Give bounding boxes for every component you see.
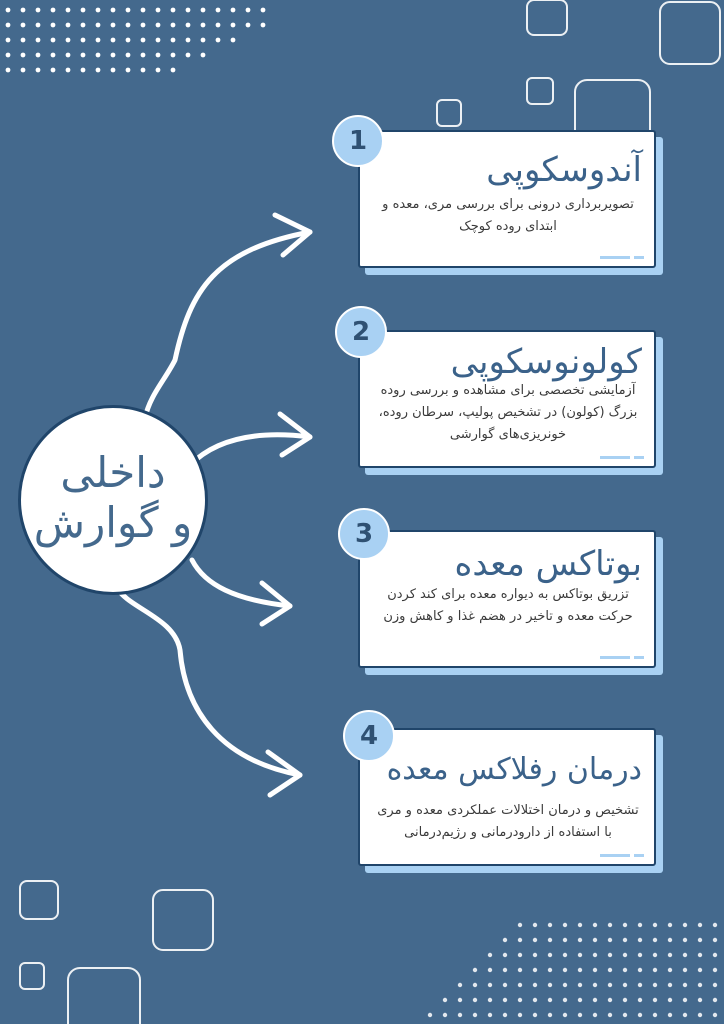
decor-dot xyxy=(518,1013,522,1017)
decor-dot xyxy=(503,953,507,957)
decor-dot xyxy=(443,998,447,1002)
decor-dot xyxy=(126,53,131,58)
decor-dot xyxy=(623,998,627,1002)
decor-dot xyxy=(518,938,522,942)
card-accent-lines xyxy=(600,256,644,260)
decor-dot xyxy=(608,923,612,927)
decor-dot xyxy=(201,38,206,43)
decor-dot xyxy=(578,968,582,972)
decor-dot xyxy=(548,1013,552,1017)
decor-dot xyxy=(563,983,567,987)
decor-dot xyxy=(261,23,266,28)
decor-dot xyxy=(36,23,41,28)
decor-dot xyxy=(623,953,627,957)
decor-dot xyxy=(533,953,537,957)
decor-dot xyxy=(548,923,552,927)
decor-dot xyxy=(458,998,462,1002)
decor-dot xyxy=(608,938,612,942)
decor-dot xyxy=(623,1013,627,1017)
decor-dot xyxy=(638,1013,642,1017)
decor-dot xyxy=(518,923,522,927)
decor-dot xyxy=(548,938,552,942)
decor-dot xyxy=(668,1013,672,1017)
decor-dot xyxy=(683,983,687,987)
decor-dot xyxy=(578,998,582,1002)
card-title: بوتاکس معده xyxy=(454,544,642,584)
card-accent-lines xyxy=(600,854,644,858)
decor-dot xyxy=(698,953,702,957)
decor-dot xyxy=(111,23,116,28)
decor-dot xyxy=(713,938,717,942)
decor-dot xyxy=(156,38,161,43)
decor-dot xyxy=(51,68,56,73)
decor-dot xyxy=(533,938,537,942)
decor-dot xyxy=(578,923,582,927)
decor-dot xyxy=(608,1013,612,1017)
decor-dot xyxy=(21,68,26,73)
decor-dot xyxy=(608,998,612,1002)
decor-dot xyxy=(111,68,116,73)
decor-dot xyxy=(111,53,116,58)
decor-dot xyxy=(518,953,522,957)
card-endoscopy xyxy=(358,130,656,268)
card-reflux-treatment xyxy=(358,728,656,866)
decor-dot xyxy=(593,983,597,987)
card-face xyxy=(358,330,656,468)
decor-dot xyxy=(126,68,131,73)
decor-dot xyxy=(668,998,672,1002)
card-face xyxy=(358,530,656,668)
decor-dot xyxy=(66,53,71,58)
decor-dot xyxy=(608,983,612,987)
decor-dot xyxy=(713,1013,717,1017)
decor-dot xyxy=(141,23,146,28)
decor-dot xyxy=(698,938,702,942)
decor-dot xyxy=(473,968,477,972)
decor-dot xyxy=(81,68,86,73)
decor-dot xyxy=(518,983,522,987)
decor-dot xyxy=(36,53,41,58)
decor-dot xyxy=(171,8,176,13)
decor-dot xyxy=(473,983,477,987)
decor-dot xyxy=(171,53,176,58)
decor-dot xyxy=(653,923,657,927)
decor-dot xyxy=(111,8,116,13)
decor-dot xyxy=(698,968,702,972)
decor-dot xyxy=(623,923,627,927)
decor-dot xyxy=(668,983,672,987)
decor-dot xyxy=(638,953,642,957)
decor-dot xyxy=(548,953,552,957)
decor-dot xyxy=(533,983,537,987)
step-badge-3: 3 xyxy=(338,508,390,560)
decor-dot xyxy=(698,923,702,927)
dot-grid-top-left xyxy=(6,8,266,73)
decor-dot xyxy=(141,8,146,13)
step-badge-1: 1 xyxy=(332,115,384,167)
decor-dot xyxy=(488,1013,492,1017)
decor-dot xyxy=(216,8,221,13)
decor-dot xyxy=(201,8,206,13)
decor-dot xyxy=(51,53,56,58)
decor-dot xyxy=(36,8,41,13)
decor-dot xyxy=(683,923,687,927)
decor-dot xyxy=(698,983,702,987)
central-hub-circle xyxy=(18,405,208,595)
decor-dot xyxy=(156,53,161,58)
card-description: تزریق بوتاکس به دیواره معده برای کند کردن حرکت معده و تاخیر در هضم غذا و کاهش وزن xyxy=(383,587,633,624)
curved-arrow-3 xyxy=(192,560,290,606)
decor-dot xyxy=(141,53,146,58)
decor-dot xyxy=(713,983,717,987)
decor-dot xyxy=(713,953,717,957)
decor-dot xyxy=(141,38,146,43)
decor-dot xyxy=(443,1013,447,1017)
step-badge-2: 2 xyxy=(335,306,387,358)
card-title: کولونوسکوپی xyxy=(450,342,642,382)
decor-dot xyxy=(6,38,11,43)
decor-dot xyxy=(186,8,191,13)
decor-dot xyxy=(216,23,221,28)
decor-dot xyxy=(186,53,191,58)
decor-dot xyxy=(81,8,86,13)
decor-dot xyxy=(638,923,642,927)
decor-dot xyxy=(246,23,251,28)
card-title: آندوسکوپی xyxy=(486,150,642,190)
decor-dot xyxy=(81,38,86,43)
decor-dot xyxy=(638,998,642,1002)
decor-dot xyxy=(126,8,131,13)
decor-dot xyxy=(186,38,191,43)
decor-dot xyxy=(668,953,672,957)
decor-dot xyxy=(578,938,582,942)
decor-dot xyxy=(458,1013,462,1017)
decor-dot xyxy=(653,938,657,942)
decor-dot xyxy=(533,998,537,1002)
decor-dot xyxy=(141,68,146,73)
decor-dot xyxy=(653,953,657,957)
decor-dot xyxy=(518,968,522,972)
hub-line-2: و گوارش xyxy=(33,498,193,547)
decor-dot xyxy=(608,968,612,972)
card-gastric-botox xyxy=(358,530,656,668)
decor-dot xyxy=(428,1013,432,1017)
decor-dot xyxy=(608,953,612,957)
decor-dot xyxy=(21,8,26,13)
decor-dot xyxy=(488,998,492,1002)
decor-dot xyxy=(683,1013,687,1017)
decor-dot xyxy=(81,23,86,28)
decor-dot xyxy=(488,983,492,987)
dot-grid-bottom-right xyxy=(428,923,717,1017)
card-accent-lines xyxy=(600,456,644,460)
decor-dot xyxy=(171,23,176,28)
decor-dot xyxy=(96,53,101,58)
decor-dot xyxy=(593,968,597,972)
decor-dot xyxy=(563,1013,567,1017)
hub-line-1: داخلی xyxy=(60,448,166,497)
decor-dot xyxy=(713,998,717,1002)
decor-dot xyxy=(578,953,582,957)
decor-dot xyxy=(6,53,11,58)
decor-dot xyxy=(156,68,161,73)
decor-dot xyxy=(503,998,507,1002)
decor-dot xyxy=(683,938,687,942)
decor-dot xyxy=(563,968,567,972)
decor-dot xyxy=(51,8,56,13)
decor-dot xyxy=(533,1013,537,1017)
decor-dot xyxy=(6,23,11,28)
card-accent-lines xyxy=(600,656,644,660)
card-title: درمان رفلاکس معده xyxy=(386,752,642,787)
decor-dot xyxy=(488,968,492,972)
decor-dot xyxy=(638,983,642,987)
decor-dot xyxy=(533,923,537,927)
decor-dot xyxy=(668,938,672,942)
decor-dot xyxy=(66,68,71,73)
card-description: تشخیص و درمان اختلالات عملکردی معده و مری با استفاده از دارودرمانی و رژیم‌درمانی xyxy=(377,803,639,840)
decor-dot xyxy=(503,968,507,972)
decor-dot xyxy=(96,68,101,73)
decor-dot xyxy=(246,8,251,13)
decor-dot xyxy=(533,968,537,972)
decor-dot xyxy=(6,8,11,13)
card-face xyxy=(358,130,656,268)
decor-dot xyxy=(81,53,86,58)
decor-dot xyxy=(518,998,522,1002)
decor-dot xyxy=(548,998,552,1002)
decor-dot xyxy=(488,953,492,957)
decor-dot xyxy=(668,968,672,972)
decor-dot xyxy=(593,923,597,927)
decor-dot xyxy=(171,68,176,73)
decor-dot xyxy=(713,923,717,927)
decor-dot xyxy=(21,38,26,43)
decor-dot xyxy=(653,968,657,972)
decor-dot xyxy=(6,68,11,73)
decor-dot xyxy=(638,938,642,942)
decor-dot xyxy=(563,923,567,927)
card-description: تصویربرداری درونی برای بررسی مری، معده و ابتدای روده کوچک xyxy=(382,197,634,234)
decor-dot xyxy=(156,23,161,28)
step-badge-4: 4 xyxy=(343,710,395,762)
decor-dot xyxy=(578,983,582,987)
decor-dot xyxy=(653,983,657,987)
card-face xyxy=(358,728,656,866)
decor-dot xyxy=(36,68,41,73)
decor-dot xyxy=(578,1013,582,1017)
decor-dot xyxy=(683,953,687,957)
decor-dot xyxy=(171,38,176,43)
card-description: آزمایشی تخصصی برای مشاهده و بررسی روده بزرگ (کولون) در تشخیص پولیپ، سرطان روده، خونریزی‌های گوارشی xyxy=(378,383,638,442)
decor-dot xyxy=(713,968,717,972)
decor-dot xyxy=(548,968,552,972)
decor-dot xyxy=(473,1013,477,1017)
decor-dot xyxy=(66,23,71,28)
decor-dot xyxy=(623,983,627,987)
decor-dot xyxy=(111,38,116,43)
card-colonoscopy xyxy=(358,330,656,468)
decor-dot xyxy=(563,938,567,942)
decor-dot xyxy=(473,998,477,1002)
decor-dot xyxy=(548,983,552,987)
decor-dot xyxy=(51,23,56,28)
decor-dot xyxy=(698,1013,702,1017)
decor-dot xyxy=(51,38,56,43)
decor-dot xyxy=(66,8,71,13)
decor-dot xyxy=(126,38,131,43)
decor-dot xyxy=(683,998,687,1002)
decor-dot xyxy=(231,8,236,13)
decor-dot xyxy=(261,8,266,13)
decor-dot xyxy=(503,983,507,987)
decor-dot xyxy=(216,38,221,43)
decor-dot xyxy=(36,38,41,43)
decor-dot xyxy=(593,998,597,1002)
decor-dot xyxy=(201,23,206,28)
decor-dot xyxy=(96,38,101,43)
decor-dot xyxy=(683,968,687,972)
decor-dot xyxy=(66,38,71,43)
decor-dot xyxy=(593,938,597,942)
decor-dot xyxy=(593,953,597,957)
decor-dot xyxy=(668,923,672,927)
decor-dot xyxy=(96,8,101,13)
decor-dot xyxy=(563,998,567,1002)
decor-dot xyxy=(638,968,642,972)
decor-dot xyxy=(231,23,236,28)
decor-dot xyxy=(653,998,657,1002)
decor-dot xyxy=(458,983,462,987)
decor-dot xyxy=(96,23,101,28)
decor-dot xyxy=(563,953,567,957)
decor-dot xyxy=(126,23,131,28)
decor-dot xyxy=(623,938,627,942)
decor-dot xyxy=(21,23,26,28)
decor-dot xyxy=(186,23,191,28)
curved-arrow-1 xyxy=(145,232,310,418)
decor-dot xyxy=(21,53,26,58)
decor-dot xyxy=(201,53,206,58)
decor-dot xyxy=(156,8,161,13)
decor-dot xyxy=(623,968,627,972)
decor-dot xyxy=(593,1013,597,1017)
decor-dot xyxy=(698,998,702,1002)
decor-dot xyxy=(503,938,507,942)
decor-dot xyxy=(653,1013,657,1017)
decor-dot xyxy=(231,38,236,43)
decor-dot xyxy=(503,1013,507,1017)
